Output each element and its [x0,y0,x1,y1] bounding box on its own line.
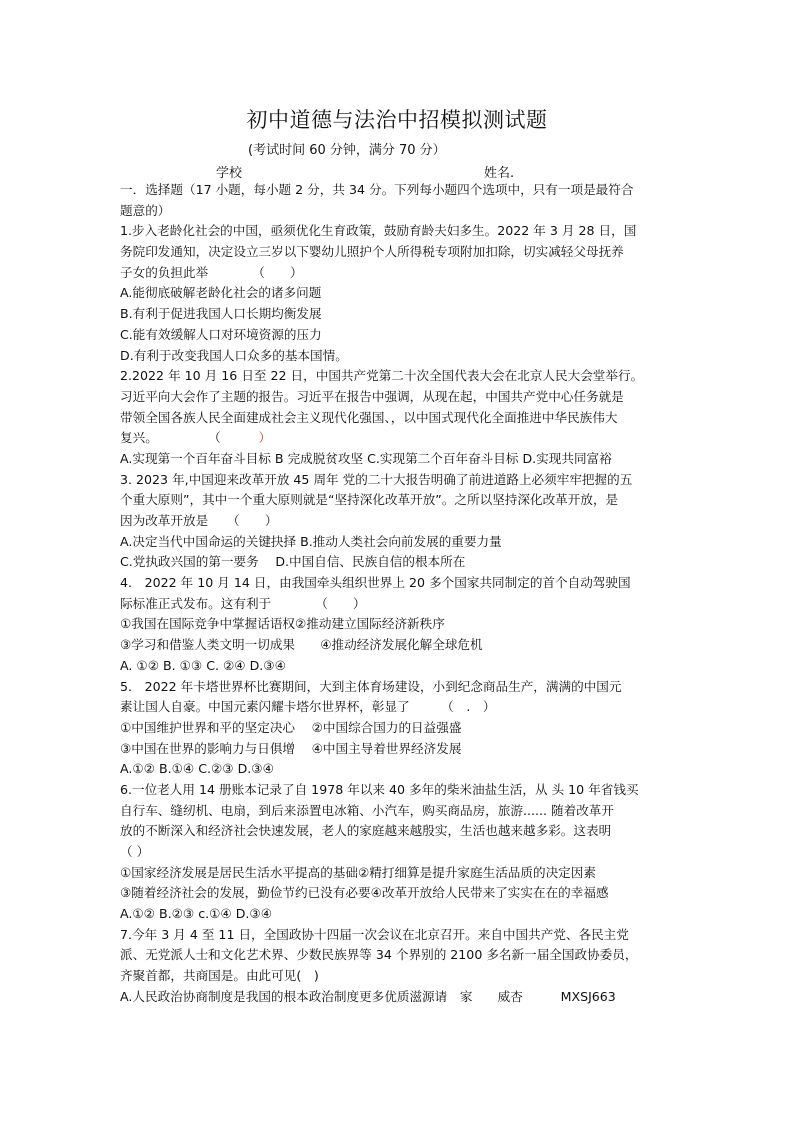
question-stem-line: 齐聚首都，共商国是。由此可见( ) [120,968,319,984]
answer-paren: ） [220,430,272,446]
question-stem-line: 际标准正式发布。这有利于 （ ） [120,595,366,611]
question-1 [120,221,690,366]
options-line: A.①② B.①④ C.②③ D.③④ [120,761,274,777]
question-stem-line: 7.今年 3 月 4 至 11 日，全国政协十四届一次会议在北京召开。来自中国共产党、各民主党 [120,926,629,942]
question-stem-line [120,428,690,449]
statement-line: ③中国在世界的影响力与日俱增 ④中国主导着世界经济发展 [120,740,462,756]
question-stem-line: 3. 2023 年,中国迎来改革开放 45 周年 党的二十大报告明确了前进道路上必须牢牢把握的五 [120,471,633,487]
statement-line: ③学习和借鉴人类文明一切成果 ④推动经济发展化解全球危机 [120,637,483,653]
exam-subtitle: (考试时间 60 分钟，满分 70 分） [248,143,446,158]
exam-title: 初中道德与法治中招模拟测试题 [246,108,548,132]
options-line: A.实现第一个百年奋斗目标 B 完成脱贫攻坚 C.实现第二个百年奋斗目标 D.实现共同富裕 [120,450,612,466]
option-a: A.能彻底破解老龄化社会的诸多问题 [120,285,322,301]
question-stem-line: 带领全国各族人民全面建成社会主义现代化强国、，以中国式现代化全面推进中华民族伟大 [120,409,618,425]
option-d: D.有利于改变我国人口众多的基本国情。 [120,347,348,363]
question-stem-line: 自行车、缝纫机、电扇，到后来添置电冰箱、小汽车，购买商品房，旅游...... 随着改革开 [120,802,614,818]
option-c: C.能有效缓解人口对环境资源的压力 [120,326,322,342]
statement-line: ①我国在国际竞争中掌握话语权②推动建立国际经济新秩序 [120,616,445,632]
question-stem-line: （ ） [120,844,150,859]
question-stem-line: 因为改革开放是 （ ） [120,513,278,528]
statement-line: ①中国维护世界和平的坚定决心 ②中国综合国力的日益强盛 [120,719,462,735]
question-stem-line: 5. 2022 年卡塔世界杯比赛期间，大到主体育场建设，小到纪念商品生产，满满的中国元 [120,678,622,694]
question-stem-line: 4. 2022 年 10 月 14 日，由我国牵头组织世界上 20 多个国家共同制定的首个自动驾驶国 [120,575,631,591]
question-stem-line: 1.步入老龄化社会的中国，亟须优化生育政策，鼓励育龄夫妇多生。2022 年 3 月 28 日，国 [120,223,637,239]
question-stem-line: 2.2022 年 10 月 16 日至 22 日，中国共产党第二十次全国代表大会在北京人民大会堂举行。 [120,368,644,384]
section-header-line: 一．选择题（17 小题，每小题 2 分，共 34 分。下列每小题四个选项中，只有一项是最符合 [120,182,634,197]
question-stem-line: 6.一位老人用 14 册账本记录了自 1978 年以来 40 多年的柴米油盐生活，从 头 10 年省钱买 [120,781,639,797]
options-line: A.决定当代中国命运的关键抉择 B.推动人类社会向前发展的重要力量 [120,533,502,549]
question-stem-line: 放的不断深入和经济社会快速发展，老人的家庭越来越殷实，生活也越来越多彩。这表明 [120,823,612,839]
question-stem-line: 习近平向大会作了主题的报告。习近平在报告中强调，从现在起，中国共产党中心任务就是 [120,388,624,404]
options-line: A.①② B.②③ c.①④ D.③④ [120,906,272,922]
option-b: B.有利于促进我国人口长期均衡发展 [120,306,322,322]
question-4 [120,573,690,676]
question-stem-line: 素让国人自豪。中国元素闪耀卡塔尔世界杯，彰显了 （ . ） [120,699,496,715]
question-3 [120,470,690,573]
question-5 [120,677,690,780]
school-label: 学校 [216,166,243,181]
question-stem-line: 务院印发通知，决定设立三岁以下婴幼儿照护个人所得税专项附加扣除，切实减轻父母抚养 [120,244,624,260]
question-6 [120,780,690,925]
exam-body [120,180,690,1008]
statement-line: ①国家经济发展是居民生活水平提高的基础②精打细算是提升家庭生活品质的决定因素 [120,864,596,880]
question-stem-line: 个重大原则”，其中一个重大原则就是“坚持深化改革开放”。之所以坚持深化改革开放，是 [120,492,619,508]
question-2 [120,366,690,469]
section-header-line: 题意的） [120,202,171,218]
name-label: 姓名. [484,166,515,181]
stem-text: 复兴。 （ [120,430,221,446]
question-stem-line: 子女的负担此举 （ ） [120,264,303,280]
options-line: C.党执政兴国的第一要务 D.中国自信、民族自信的根本所在 [120,554,466,570]
options-line: A. ①② B. ①③ C. ②④ D.③④ [120,657,286,673]
question-7 [120,925,690,1008]
statement-line: ③随着经济社会的发展，勤俭节约已没有必要④改革开放给人民带来了实实在在的幸福感 [120,885,609,901]
option-a: A.人民政治协商制度是我国的根本政治制度更多优质滋源请 家 威杏 MXSJ663 [120,988,616,1004]
question-stem-line: 派、无党派人士和文化艺术界、少数民族界等 34 个界别的 2100 多名新一届全国政协委员， [120,947,638,963]
